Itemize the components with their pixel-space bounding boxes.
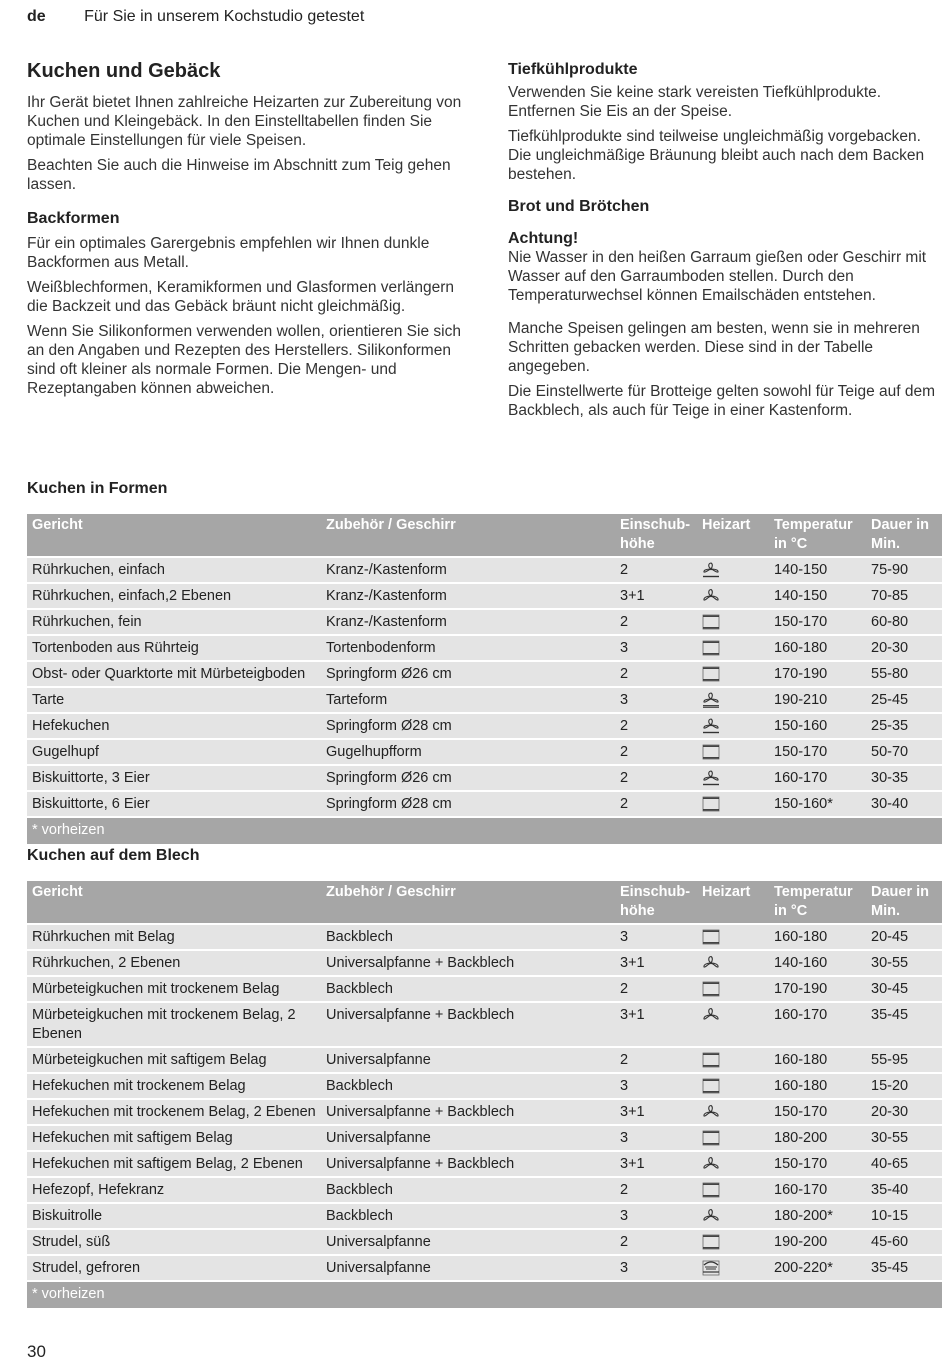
cell-dauer: 30-40 (866, 791, 942, 817)
backformen-paragraph-1: Für ein optimales Garergebnis empfehlen wir Ihnen dunkle Backformen aus Metall. (27, 235, 430, 271)
cell-dauer: 70-85 (866, 583, 942, 609)
cell-heizart (697, 1099, 769, 1125)
cell-zubehoer: Backblech (321, 1177, 615, 1203)
cell-heizart (697, 1229, 769, 1255)
cell-gericht: Strudel, süß (27, 1229, 321, 1255)
cell-einschub: 2 (615, 661, 697, 687)
cell-zubehoer: Universalpfanne + Backblech (321, 1002, 615, 1047)
col-heizart: Heizart (697, 881, 769, 924)
cell-zubehoer: Springform Ø28 cm (321, 713, 615, 739)
cell-gericht: Hefekuchen mit saftigem Belag, 2 Ebenen (27, 1151, 321, 1177)
table-row (27, 1073, 942, 1099)
cell-temperatur: 150-170 (769, 609, 866, 635)
cell-temperatur: 180-200* (769, 1203, 866, 1229)
table-row (27, 765, 942, 791)
cell-gericht: Rührkuchen, einfach,2 Ebenen (27, 583, 321, 609)
cell-gericht: Tortenboden aus Rührteig (27, 635, 321, 661)
fan-heat-icon (702, 562, 720, 578)
table-row (27, 687, 942, 713)
cell-dauer: 35-45 (866, 1002, 942, 1047)
cell-einschub: 3 (615, 1073, 697, 1099)
table-note-row (27, 817, 942, 844)
table-header-row (27, 881, 942, 924)
cell-zubehoer: Kranz-/Kastenform (321, 557, 615, 583)
subtitle-brot: Brot und Brötchen (508, 198, 650, 215)
table-row (27, 976, 942, 1002)
cell-einschub: 3 (615, 635, 697, 661)
cell-gericht: Mürbeteigkuchen mit saftigem Belag (27, 1047, 321, 1073)
cell-zubehoer: Universalpfanne (321, 1229, 615, 1255)
cell-gericht: Biskuittorte, 3 Eier (27, 765, 321, 791)
cell-zubehoer: Kranz-/Kastenform (321, 609, 615, 635)
language-code: de (27, 8, 46, 25)
cell-temperatur: 140-160 (769, 950, 866, 976)
header-title: Für Sie in unserem Kochstudio getestet (84, 8, 365, 25)
cell-einschub: 2 (615, 609, 697, 635)
cell-dauer: 25-45 (866, 687, 942, 713)
col-zubehoer: Zubehör / Geschirr (321, 514, 615, 557)
pizza-setting-icon (702, 692, 720, 708)
cell-heizart (697, 1047, 769, 1073)
table-row (27, 1151, 942, 1177)
cell-gericht: Hefekuchen (27, 713, 321, 739)
hot-air-icon (702, 588, 720, 604)
cell-temperatur: 180-200 (769, 1125, 866, 1151)
cell-temperatur: 200-220* (769, 1255, 866, 1281)
hot-air-icon (702, 1208, 720, 1224)
cell-heizart (697, 661, 769, 687)
grill-icon (702, 1260, 720, 1276)
cell-dauer: 35-45 (866, 1255, 942, 1281)
footnote-preheat: * vorheizen (27, 1281, 942, 1308)
table-row (27, 950, 942, 976)
cell-zubehoer: Universalpfanne + Backblech (321, 1099, 615, 1125)
cell-gericht: Mürbeteigkuchen mit trockenem Belag, 2 Ebenen (27, 1002, 321, 1047)
warning-text: Nie Wasser in den heißen Garraum gießen oder Geschirr mit Wasser auf den Garraumboden stellen. Durch den Temperaturwechsel können Emailschäden entstehen. (508, 249, 927, 304)
cell-heizart (697, 1151, 769, 1177)
cell-temperatur: 150-160* (769, 791, 866, 817)
cell-heizart (697, 976, 769, 1002)
col-dauer: Dauer in Min. (866, 881, 942, 924)
cell-dauer: 20-45 (866, 924, 942, 950)
table-row (27, 635, 942, 661)
top-bottom-heat-icon (702, 640, 720, 656)
cell-gericht: Hefekuchen mit trockenem Belag (27, 1073, 321, 1099)
hot-air-icon (702, 1104, 720, 1120)
cell-zubehoer: Gugelhupfform (321, 739, 615, 765)
hot-air-icon (702, 1007, 720, 1023)
cell-gericht: Obst- oder Quarktorte mit Mürbeteigboden (27, 661, 321, 687)
cell-einschub: 3+1 (615, 583, 697, 609)
top-bottom-heat-icon (702, 1234, 720, 1250)
cell-gericht: Rührkuchen mit Belag (27, 924, 321, 950)
tiefkuehl-paragraph-1: Verwenden Sie keine stark vereisten Tiefkühlprodukte. Entfernen Sie Eis an der Speise. (508, 84, 882, 120)
cell-gericht: Rührkuchen, einfach (27, 557, 321, 583)
cell-zubehoer: Backblech (321, 1073, 615, 1099)
cell-dauer: 75-90 (866, 557, 942, 583)
cell-einschub: 2 (615, 765, 697, 791)
cell-gericht: Biskuitrolle (27, 1203, 321, 1229)
cell-heizart (697, 791, 769, 817)
cell-temperatur: 190-200 (769, 1229, 866, 1255)
table-row (27, 609, 942, 635)
table-row (27, 1002, 942, 1047)
cell-zubehoer: Kranz-/Kastenform (321, 583, 615, 609)
cell-dauer: 25-35 (866, 713, 942, 739)
cell-heizart (697, 583, 769, 609)
subtitle-backformen: Backformen (27, 210, 120, 227)
cell-heizart (697, 713, 769, 739)
table-row (27, 661, 942, 687)
cell-dauer: 30-55 (866, 950, 942, 976)
backformen-paragraph-2: Weißblechformen, Keramikformen und Glasformen verlängern die Backzeit und das Gebäck bräunt nicht gleichmäßig. (27, 279, 455, 315)
page-header (27, 8, 364, 26)
cell-temperatur: 150-170 (769, 739, 866, 765)
cell-einschub: 2 (615, 739, 697, 765)
col-gericht: Gericht (27, 881, 321, 924)
cell-einschub: 2 (615, 1229, 697, 1255)
table-kuchen-auf-dem-blech (27, 881, 942, 1308)
cell-dauer: 45-60 (866, 1229, 942, 1255)
table-row (27, 791, 942, 817)
cell-heizart (697, 609, 769, 635)
cell-einschub: 2 (615, 557, 697, 583)
cell-temperatur: 170-190 (769, 976, 866, 1002)
cell-heizart (697, 687, 769, 713)
cell-einschub: 2 (615, 713, 697, 739)
brot-paragraph-2: Die Einstellwerte für Brotteige gelten sowohl für Teige auf dem Backblech, als auch für Teige in einer Kastenform. (508, 383, 936, 419)
right-column (508, 58, 940, 426)
attention-label: Achtung! (508, 230, 579, 247)
cell-temperatur: 140-150 (769, 583, 866, 609)
cell-heizart (697, 739, 769, 765)
cell-temperatur: 160-170 (769, 1177, 866, 1203)
table-row (27, 1047, 942, 1073)
cell-gericht: Hefekuchen mit saftigem Belag (27, 1125, 321, 1151)
cell-temperatur: 150-170 (769, 1099, 866, 1125)
cell-heizart (697, 557, 769, 583)
table-row (27, 1229, 942, 1255)
table-row (27, 739, 942, 765)
cell-einschub: 3+1 (615, 1151, 697, 1177)
cell-gericht: Rührkuchen, fein (27, 609, 321, 635)
cell-dauer: 30-55 (866, 1125, 942, 1151)
cell-zubehoer: Springform Ø26 cm (321, 765, 615, 791)
top-bottom-heat-icon (702, 929, 720, 945)
cell-temperatur: 160-170 (769, 765, 866, 791)
cell-gericht: Strudel, gefroren (27, 1255, 321, 1281)
cell-zubehoer: Springform Ø26 cm (321, 661, 615, 687)
cell-einschub: 3 (615, 1203, 697, 1229)
cell-temperatur: 150-170 (769, 1151, 866, 1177)
left-column (27, 58, 467, 404)
table-row (27, 557, 942, 583)
cell-einschub: 3+1 (615, 1099, 697, 1125)
cell-gericht: Mürbeteigkuchen mit trockenem Belag (27, 976, 321, 1002)
cell-heizart (697, 1203, 769, 1229)
cell-dauer: 50-70 (866, 739, 942, 765)
top-bottom-heat-icon (702, 744, 720, 760)
tiefkuehl-paragraph-2: Tiefkühlprodukte sind teilweise ungleichmäßig vorgebacken. Die ungleichmäßige Bräunung bleibt auch nach dem Backen bestehen. (508, 128, 925, 183)
table-header-row (27, 514, 942, 557)
top-bottom-heat-icon (702, 1052, 720, 1068)
col-heizart: Heizart (697, 514, 769, 557)
cell-zubehoer: Universalpfanne (321, 1125, 615, 1151)
brot-paragraph-1: Manche Speisen gelingen am besten, wenn sie in mehreren Schritten gebacken werden. Diese sind in der Tabelle angegeben. (508, 320, 920, 375)
cell-gericht: Tarte (27, 687, 321, 713)
cell-heizart (697, 1073, 769, 1099)
subtitle-tiefkuehl: Tiefkühlprodukte (508, 61, 638, 78)
cell-temperatur: 190-210 (769, 687, 866, 713)
cell-temperatur: 150-160 (769, 713, 866, 739)
cell-gericht: Biskuittorte, 6 Eier (27, 791, 321, 817)
cell-dauer: 20-30 (866, 1099, 942, 1125)
intro-paragraph-2: Beachten Sie auch die Hinweise im Abschnitt zum Teig gehen lassen. (27, 157, 451, 193)
cell-einschub: 3+1 (615, 1002, 697, 1047)
cell-dauer: 20-30 (866, 635, 942, 661)
cell-heizart (697, 635, 769, 661)
cell-heizart (697, 1177, 769, 1203)
cell-heizart (697, 1002, 769, 1047)
cell-zubehoer: Universalpfanne + Backblech (321, 1151, 615, 1177)
top-bottom-heat-icon (702, 1078, 720, 1094)
table-row (27, 1255, 942, 1281)
table-row (27, 713, 942, 739)
hot-air-icon (702, 955, 720, 971)
top-bottom-heat-icon (702, 981, 720, 997)
col-einschub: Einschub- höhe (615, 881, 697, 924)
table-row (27, 583, 942, 609)
footnote-preheat: * vorheizen (27, 817, 942, 844)
cell-einschub: 2 (615, 1047, 697, 1073)
cell-temperatur: 160-180 (769, 635, 866, 661)
cell-heizart (697, 950, 769, 976)
cell-einschub: 2 (615, 1177, 697, 1203)
col-einschub: Einschub- höhe (615, 514, 697, 557)
cell-zubehoer: Springform Ø28 cm (321, 791, 615, 817)
table-row (27, 1177, 942, 1203)
cell-dauer: 15-20 (866, 1073, 942, 1099)
fan-heat-icon (702, 718, 720, 734)
cell-temperatur: 140-150 (769, 557, 866, 583)
cell-dauer: 30-45 (866, 976, 942, 1002)
cell-zubehoer: Tortenbodenform (321, 635, 615, 661)
cell-temperatur: 160-180 (769, 1073, 866, 1099)
cell-temperatur: 160-180 (769, 924, 866, 950)
cell-einschub: 3 (615, 1255, 697, 1281)
cell-gericht: Hefekuchen mit trockenem Belag, 2 Ebenen (27, 1099, 321, 1125)
col-temperatur: Temperatur in °C (769, 514, 866, 557)
cell-heizart (697, 765, 769, 791)
cell-temperatur: 170-190 (769, 661, 866, 687)
cell-zubehoer: Backblech (321, 976, 615, 1002)
top-bottom-heat-icon (702, 796, 720, 812)
cell-zubehoer: Tarteform (321, 687, 615, 713)
intro-paragraph-1: Ihr Gerät bietet Ihnen zahlreiche Heizarten zur Zubereitung von Kuchen und Kleingebäck. In den Einstelltabellen finden Sie optimale Einstellungen für viele Speisen. (27, 94, 462, 149)
table-row (27, 1125, 942, 1151)
table-row (27, 924, 942, 950)
cell-temperatur: 160-170 (769, 1002, 866, 1047)
cell-gericht: Hefezopf, Hefekranz (27, 1177, 321, 1203)
cell-gericht: Rührkuchen, 2 Ebenen (27, 950, 321, 976)
table-note-row (27, 1281, 942, 1308)
table-title-kuchen-auf-dem-blech: Kuchen auf dem Blech (27, 847, 200, 864)
section-title-kuchen: Kuchen und Gebäck (27, 60, 221, 82)
col-gericht: Gericht (27, 514, 321, 557)
cell-zubehoer: Universalpfanne (321, 1047, 615, 1073)
cell-heizart (697, 924, 769, 950)
cell-einschub: 3 (615, 687, 697, 713)
cell-temperatur: 160-180 (769, 1047, 866, 1073)
table-kuchen-in-formen (27, 514, 942, 844)
cell-einschub: 2 (615, 976, 697, 1002)
cell-zubehoer: Backblech (321, 1203, 615, 1229)
backformen-paragraph-3: Wenn Sie Silikonformen verwenden wollen, orientieren Sie sich an den Angaben und Rezepten des Herstellers. Silikonformen sind oft kleiner als normale Formen. Die Mengen- und Rezeptangaben können abweichen. (27, 323, 461, 397)
cell-dauer: 55-80 (866, 661, 942, 687)
table-row (27, 1203, 942, 1229)
top-bottom-heat-icon (702, 1130, 720, 1146)
table-title-kuchen-in-formen: Kuchen in Formen (27, 480, 168, 497)
cell-einschub: 3 (615, 924, 697, 950)
table-row (27, 1099, 942, 1125)
cell-dauer: 40-65 (866, 1151, 942, 1177)
col-dauer: Dauer in Min. (866, 514, 942, 557)
cell-dauer: 60-80 (866, 609, 942, 635)
cell-gericht: Gugelhupf (27, 739, 321, 765)
fan-heat-icon (702, 770, 720, 786)
top-bottom-heat-icon (702, 1182, 720, 1198)
cell-zubehoer: Universalpfanne + Backblech (321, 950, 615, 976)
cell-dauer: 55-95 (866, 1047, 942, 1073)
top-bottom-heat-icon (702, 614, 720, 630)
page-number: 30 (27, 1342, 46, 1361)
cell-einschub: 2 (615, 791, 697, 817)
cell-heizart (697, 1255, 769, 1281)
cell-dauer: 10-15 (866, 1203, 942, 1229)
cell-zubehoer: Universalpfanne (321, 1255, 615, 1281)
cell-zubehoer: Backblech (321, 924, 615, 950)
cell-dauer: 30-35 (866, 765, 942, 791)
hot-air-icon (702, 1156, 720, 1172)
cell-einschub: 3+1 (615, 950, 697, 976)
top-bottom-heat-icon (702, 666, 720, 682)
cell-dauer: 35-40 (866, 1177, 942, 1203)
cell-heizart (697, 1125, 769, 1151)
col-zubehoer: Zubehör / Geschirr (321, 881, 615, 924)
col-temperatur: Temperatur in °C (769, 881, 866, 924)
cell-einschub: 3 (615, 1125, 697, 1151)
